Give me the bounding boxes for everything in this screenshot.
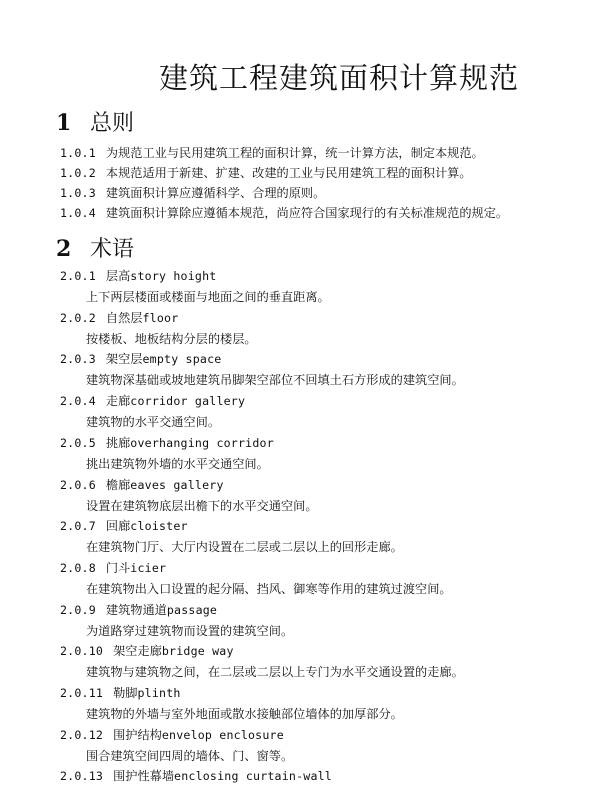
term-english: bridge way [161,644,234,658]
term-number: 2.0.6 [60,478,96,492]
term-definition: 建筑物的水平交通空间。 [86,415,221,429]
term-definition: 按楼板、地板结构分层的楼层。 [86,332,257,346]
term-name: 架空走廊 [113,644,162,658]
term-number: 2.0.4 [60,394,96,408]
term-english: envelop enclosure [161,728,284,742]
document-title: 建筑工程建筑面积计算规范 [158,61,519,95]
term-entry [60,476,224,493]
term-name: 门斗 [105,561,131,575]
term-english: story hoight [130,269,217,283]
clause-number: 1.0.1 [60,146,96,160]
clause-text: 建筑面积计算除应遵循本规范，尚应符合国家现行的有关标准规范的规定。 [105,206,509,220]
term-definition: 为道路穿过建筑物而设置的建筑空间。 [86,624,294,638]
term-definition: 建筑物与建筑物之间，在二层或二层以上专门为水平交通设置的走廊。 [86,665,464,679]
term-name: 挑廊 [105,436,131,450]
term-english: corridor gallery [130,394,246,408]
clause [60,184,325,201]
term-number: 2.0.1 [60,269,96,283]
term-entry [60,601,217,618]
section-heading-2 [56,232,134,263]
term-entry [60,392,245,409]
section-title: 总则 [90,111,135,136]
term-english: floor [142,311,179,325]
term-entry [60,726,284,743]
clause [60,144,484,161]
term-english: icier [130,561,167,575]
term-english: plinth [137,686,181,700]
term-name: 层高 [105,269,131,283]
term-english: eaves gallery [130,478,224,492]
term-name: 自然层 [105,311,143,325]
term-definition: 设置在建筑物底层出檐下的水平交通空间。 [86,499,318,513]
term-definition: 建筑物深基础或坡地建筑吊脚架空部位不回填土石方形成的建筑空间。 [86,373,464,387]
term-name: 建筑物通道 [105,603,167,617]
term-definition: 围合建筑空间四周的墙体、门、窗等。 [86,749,294,763]
term-number: 2.0.3 [60,352,96,366]
term-entry [60,684,181,701]
term-entry [60,559,166,576]
term-number: 2.0.11 [60,686,104,700]
term-definition: 在建筑物出入口设置的起分隔、挡风、御寒等作用的建筑过渡空间。 [86,582,452,596]
term-entry [60,434,274,451]
term-name: 走廊 [105,394,131,408]
term-number: 2.0.8 [60,561,96,575]
term-entry [60,267,216,284]
clause [60,164,472,181]
term-definition: 上下两层楼面或楼面与地面之间的垂直距离。 [86,290,330,304]
term-number: 2.0.9 [60,603,96,617]
term-number: 2.0.12 [60,728,104,742]
clause-number: 1.0.4 [60,206,96,220]
term-entry [60,642,234,659]
term-entry [60,350,221,367]
term-entry [60,309,178,326]
term-english: empty space [142,352,222,366]
term-number: 2.0.2 [60,311,96,325]
clause-text: 建筑面积计算应遵循科学、合理的原则。 [105,186,326,200]
term-name: 回廊 [105,519,131,533]
section-number: 2 [56,236,72,262]
term-english: cloister [130,519,188,533]
term-definition: 建筑物的外墙与室外地面或散水接触部位墙体的加厚部分。 [86,707,403,721]
term-entry [60,517,188,534]
term-number: 2.0.5 [60,436,96,450]
term-number: 2.0.13 [60,769,104,783]
term-name: 架空层 [105,352,143,366]
term-name: 勒脚 [113,686,138,700]
clause [60,204,508,221]
term-name: 围护性幕墙 [113,769,175,783]
term-entry [60,767,332,784]
clause-number: 1.0.2 [60,166,96,180]
term-definition: 在建筑物门厅、大厅内设置在二层或二层以上的回形走廊。 [86,540,403,554]
term-definition: 挑出建筑物外墙的水平交通空间。 [86,457,269,471]
term-english: enclosing curtain-wall [174,769,332,783]
clause-text: 为规范工业与民用建筑工程的面积计算，统一计算方法，制定本规范。 [105,146,484,160]
section-number: 1 [56,110,72,136]
term-number: 2.0.10 [60,644,104,658]
term-name: 檐廊 [105,478,131,492]
section-title: 术语 [90,237,135,262]
term-number: 2.0.7 [60,519,96,533]
clause-text: 本规范适用于新建、扩建、改建的工业与民用建筑工程的面积计算。 [105,166,472,180]
term-english: passage [166,603,218,617]
section-heading-1 [56,106,134,137]
clause-number: 1.0.3 [60,186,96,200]
term-english: overhanging corridor [130,436,274,450]
term-name: 围护结构 [113,728,162,742]
